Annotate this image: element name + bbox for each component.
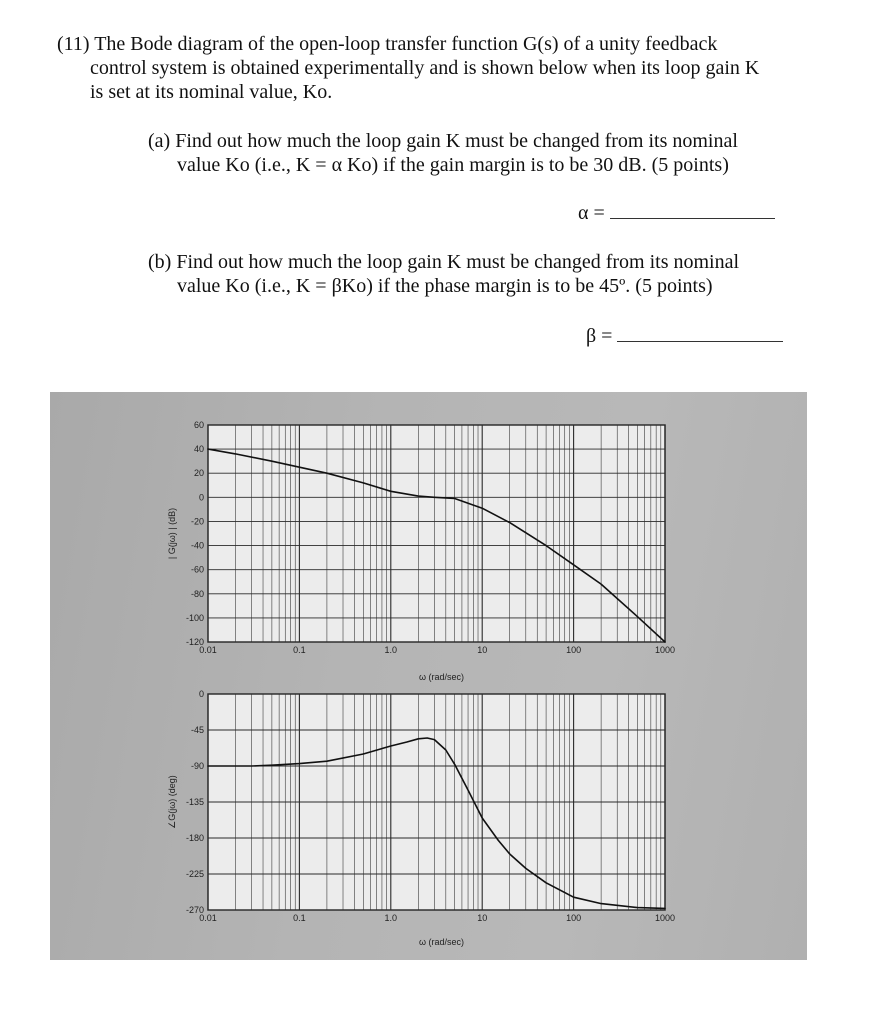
part-b-line-1: (b) Find out how much the loop gain K must be changed from its nominal — [148, 251, 740, 273]
problem-intro — [57, 32, 817, 104]
phase-y-axis-label: ∠G(jω) (deg) — [167, 775, 177, 829]
phase-x-tick-label: 0.1 — [293, 913, 306, 923]
intro-line-1: (11) The Bode diagram of the open-loop transfer function G(s) of a unity feedback — [57, 33, 718, 55]
phase-x-tick-label: 100 — [566, 913, 582, 923]
magnitude-x-tick-label: 1.0 — [384, 645, 398, 655]
magnitude-x-tick-label: 0.1 — [293, 645, 306, 655]
answer-a-label: α = — [578, 202, 605, 224]
magnitude-y-tick-label: -100 — [185, 612, 204, 623]
magnitude-y-tick-label: 40 — [193, 444, 204, 455]
phase-y-tick-label: -180 — [185, 833, 204, 843]
phase-x-tick-label: 0.01 — [199, 913, 217, 923]
bode-photo — [50, 392, 807, 960]
phase-x-tick-label: 1000 — [654, 913, 676, 923]
magnitude-x-axis-label: ω (rad/sec) — [418, 672, 465, 682]
phase-x-axis-label: ω (rad/sec) — [418, 937, 465, 947]
answer-b — [586, 323, 783, 348]
magnitude-y-axis-label: | G(jω) | (dB) — [167, 507, 177, 560]
answer-b-blank[interactable] — [617, 323, 783, 342]
part-a-line-2: value Ko (i.e., K = α Ko) if the gain margin is to be 30 dB. (5 points) — [177, 154, 729, 176]
magnitude-y-tick-label: -80 — [190, 588, 204, 599]
magnitude-y-tick-label: -60 — [190, 564, 204, 575]
magnitude-x-tick-label: 10 — [477, 645, 488, 655]
part-a — [148, 129, 818, 177]
magnitude-y-tick-label: 0 — [198, 492, 204, 503]
magnitude-x-tick-label: 1000 — [654, 645, 676, 655]
phase-x-tick-label: 10 — [477, 913, 488, 923]
answer-b-label: β = — [586, 325, 613, 347]
magnitude-y-tick-label: -20 — [190, 516, 204, 527]
phase-y-tick-label: -270 — [185, 905, 204, 915]
answer-a-blank[interactable] — [610, 200, 775, 219]
phase-y-tick-label: -45 — [190, 725, 204, 735]
magnitude-y-tick-label: -40 — [190, 540, 204, 551]
magnitude-plot-area — [208, 425, 665, 642]
phase-x-tick-label: 1.0 — [384, 913, 398, 923]
part-a-line-1: (a) Find out how much the loop gain K must be changed from its nominal — [148, 130, 738, 152]
magnitude-y-tick-label: -120 — [185, 637, 204, 647]
bode-diagram — [50, 392, 807, 960]
part-b — [148, 250, 818, 298]
phase-y-tick-label: -225 — [185, 869, 204, 879]
intro-line-2: control system is obtained experimentally and is shown below when its loop gain K — [90, 57, 760, 79]
magnitude-y-tick-label: 20 — [193, 468, 204, 479]
phase-y-tick-label: 0 — [198, 689, 204, 699]
intro-line-3: is set at its nominal value, Ko. — [90, 81, 333, 103]
magnitude-y-tick-label: 60 — [193, 420, 204, 430]
part-b-line-2: value Ko (i.e., K = βKo) if the phase margin is to be 45º. (5 points) — [177, 275, 713, 297]
magnitude-x-tick-label: 100 — [566, 645, 582, 655]
phase-y-tick-label: -135 — [185, 797, 204, 807]
magnitude-x-tick-label: 0.01 — [199, 645, 217, 655]
phase-y-tick-label: -90 — [190, 761, 204, 771]
answer-a — [578, 200, 775, 225]
